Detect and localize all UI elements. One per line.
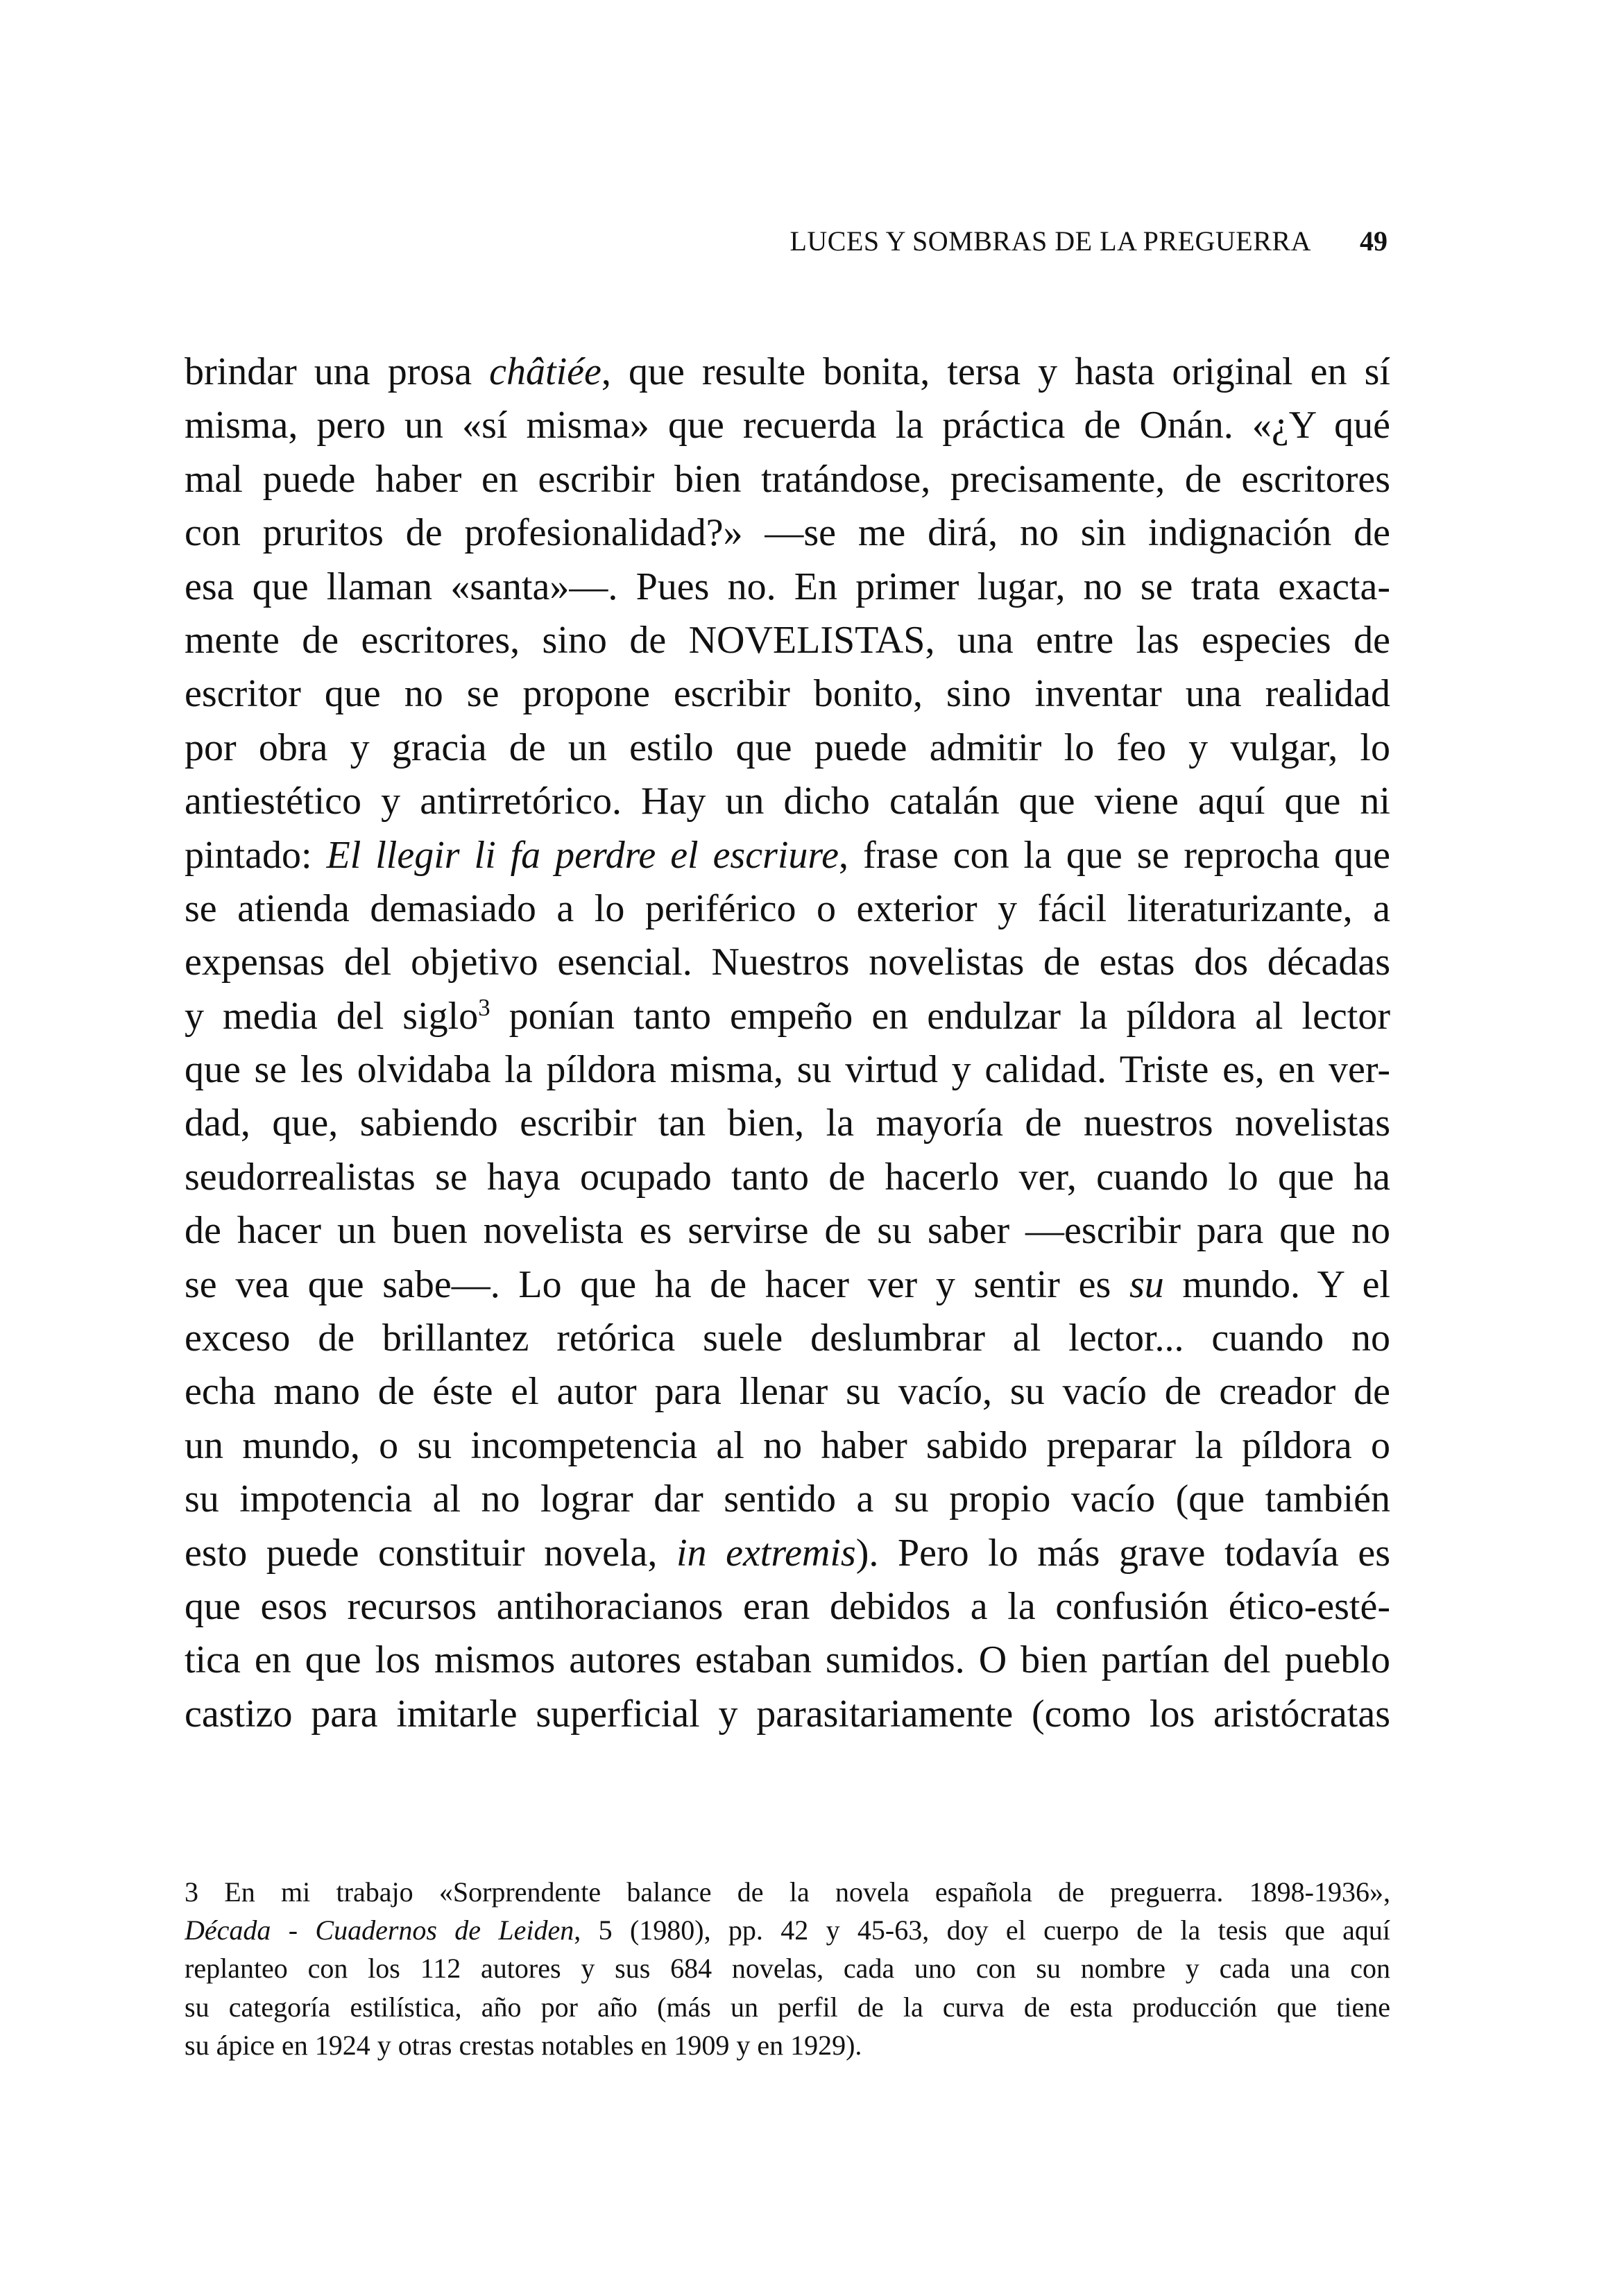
footnote-line [185,1873,1390,1911]
footnote [185,1873,1390,2064]
text-run: mente de escritores, sino de NOVELISTAS, una entre las especies de [185,618,1390,662]
text-run: castizo para imitarle superficial y parasitariamente (como los aristócratas [185,1692,1390,1736]
body-line [185,1312,1390,1365]
italic-text: su [1129,1262,1164,1306]
text-run: de hacer un buen novelista es servirse de su saber —escribir para que no [185,1209,1390,1253]
body-line [185,1258,1390,1312]
italic-text: in extremis [676,1531,856,1575]
text-run: 3 En mi trabajo «Sorprendente balance de la novela española de preguerra. 1898-1936», [185,1876,1390,1908]
body-line [185,990,1390,1043]
text-run: ponían tanto empeño en endulzar la píldora al lector [490,994,1390,1038]
text-run: , 5 (1980), pp. 42 y 45-63, doy el cuerpo de la tesis que aquí [574,1914,1390,1946]
body-line [185,1527,1390,1580]
footnote-line [185,1988,1390,2026]
body-line [185,1043,1390,1097]
text-run: pintado: [185,833,327,877]
text-run: con pruritos de profesionalidad?» —se me dirá, no sin indignación de [185,511,1390,555]
body-line [185,453,1390,506]
text-run: , que resulte bonita, tersa y hasta original en sí [601,350,1390,393]
body-line [185,1634,1390,1687]
text-run: antiestético y antirretórico. Hay un dicho catalán que viene aquí que ni [185,780,1390,823]
body-line [185,1419,1390,1473]
text-run: brindar una prosa [185,350,490,393]
body-line [185,1580,1390,1634]
body-line [185,667,1390,721]
text-run: echa mano de éste el autor para llenar su vacío, su vacío de creador de [185,1370,1390,1414]
body-line [185,399,1390,452]
body-line [185,721,1390,775]
italic-text: châtiée [489,350,601,393]
body-line [185,1473,1390,1526]
body-text [185,345,1390,1741]
page-number: 49 [1360,225,1388,257]
text-run: y media del siglo [185,994,479,1038]
body-line [185,560,1390,614]
text-run: tica en que los mismos autores estaban sumidos. O bien partían del pueblo [185,1638,1390,1682]
body-line [185,1097,1390,1150]
body-line [185,345,1390,399]
body-line [185,1688,1390,1741]
text-run: su impotencia al no lograr dar sentido a su propio vacío (que también [185,1477,1390,1521]
body-line [185,882,1390,936]
text-run: exceso de brillantez retórica suele deslumbrar al lector... cuando no [185,1317,1390,1360]
body-line [185,1204,1390,1258]
text-run: ). Pero lo más grave todavía es [855,1531,1390,1575]
italic-text: El llegir li fa perdre el escriure [326,833,839,877]
footnote-line [185,2026,1390,2064]
body-line [185,506,1390,560]
text-run: mundo. Y el [1163,1262,1390,1306]
text-run: se atienda demasiado a lo periférico o exterior y fácil literaturizante, a [185,886,1390,930]
text-run: se vea que sabe—. Lo que ha de hacer ver y sentir es [185,1262,1129,1306]
body-line [185,614,1390,667]
text-run: replanteo con los 112 autores y sus 684 novelas, cada uno con su nombre y cada una con [185,1953,1390,1985]
text-run: seudorrealistas se haya ocupado tanto de hacerlo ver, cuando lo que ha [185,1155,1390,1199]
text-run: misma, pero un «sí misma» que recuerda la práctica de Onán. «¿Y qué [185,404,1390,447]
body-line [185,1151,1390,1204]
footnote-reference: 3 [478,993,490,1021]
text-run: expensas del objetivo esencial. Nuestros novelistas de estas dos décadas [185,941,1390,984]
text-run: por obra y gracia de un estilo que puede admitir lo feo y vulgar, lo [185,726,1390,769]
text-run: esa que llaman «santa»—. Pues no. En primer lugar, no se trata exacta- [185,565,1390,608]
text-run: dad, que, sabiendo escribir tan bien, la mayoría de nuestros novelistas [185,1102,1390,1145]
text-run: esto puede constituir novela, [185,1531,676,1575]
footnote-line [185,1949,1390,1987]
text-run: que esos recursos antihoracianos eran debidos a la confusión ético-esté- [185,1584,1390,1628]
running-head-title: LUCES Y SOMBRAS DE LA PREGUERRA [789,225,1311,257]
text-run: un mundo, o su incompetencia al no haber sabido preparar la píldora o [185,1423,1390,1467]
italic-text: Década - Cuadernos de Leiden [185,1914,574,1946]
text-run: escritor que no se propone escribir bonito, sino inventar una realidad [185,672,1390,716]
footnote-line [185,1911,1390,1949]
text-run: su ápice en 1924 y otras crestas notables en 1909 y en 1929). [185,2029,862,2061]
text-run: su categoría estilística, año por año (más un perfil de la curva de esta producción que tiene [185,1991,1390,2023]
running-head [185,221,1388,262]
text-run: que se les olvidaba la píldora misma, su virtud y calidad. Triste es, en ver- [185,1048,1390,1092]
body-line [185,1365,1390,1419]
body-line [185,936,1390,989]
body-line [185,775,1390,828]
text-run: , frase con la que se reprocha que [839,833,1390,877]
body-line [185,829,1390,882]
text-run: mal puede haber en escribir bien tratándose, precisamente, de escritores [185,457,1390,501]
